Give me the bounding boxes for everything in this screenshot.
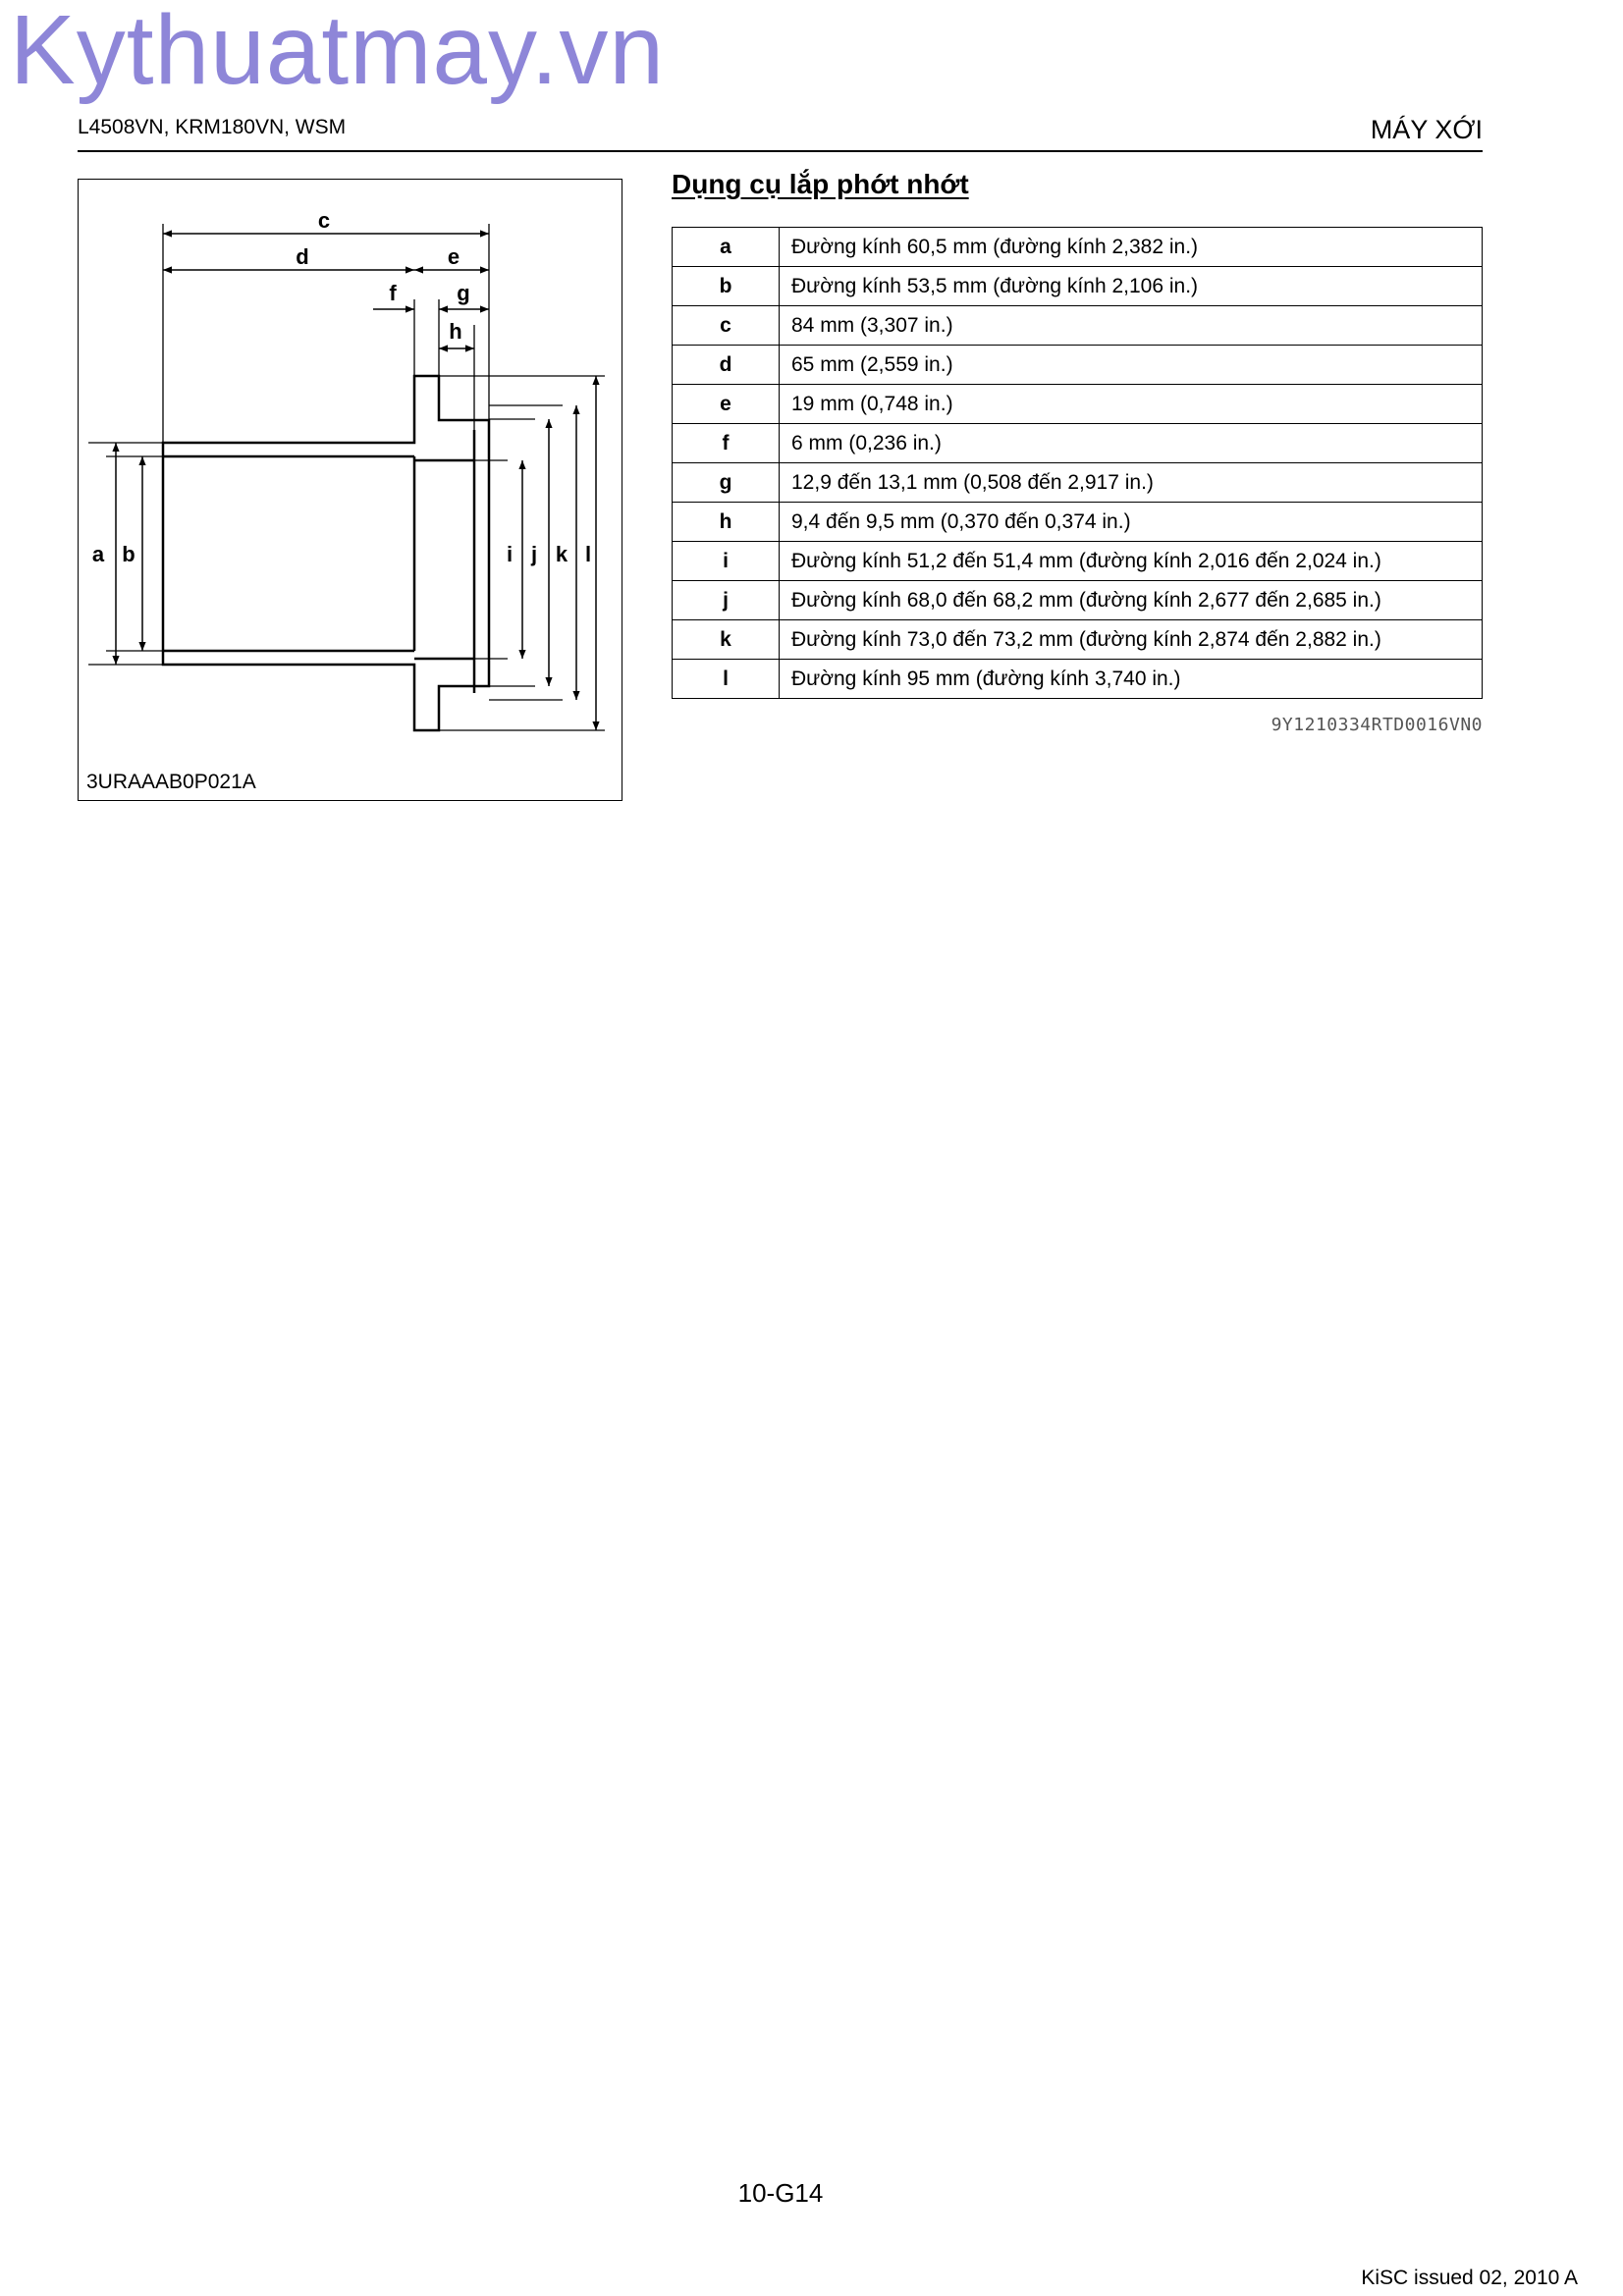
spec-value: 84 mm (3,307 in.) [780,306,1483,346]
spec-key: j [673,581,780,620]
table-row [673,306,1483,346]
table-row [673,463,1483,503]
spec-value: Đường kính 60,5 mm (đường kính 2,382 in.) [780,228,1483,267]
extension-lines [88,224,605,730]
spec-value: Đường kính 53,5 mm (đường kính 2,106 in.) [780,267,1483,306]
dim-label-d: d [296,244,309,269]
spec-key: c [673,306,780,346]
table-row [673,228,1483,267]
spec-key: h [673,503,780,542]
dimension-arrows [116,234,596,730]
spec-value: 65 mm (2,559 in.) [780,346,1483,385]
spec-value: Đường kính 68,0 đến 68,2 mm (đường kính 2,677 đến 2,685 in.) [780,581,1483,620]
table-row [673,385,1483,424]
tool-drawing-svg [79,180,623,802]
table-row [673,424,1483,463]
header-section: MÁY XỚI [1370,115,1483,144]
spec-value: Đường kính 51,2 đến 51,4 mm (đường kính 2,016 đến 2,024 in.) [780,542,1483,581]
table-row [673,267,1483,306]
spec-key: i [673,542,780,581]
footer-issue: KiSC issued 02, 2010 A [1361,2267,1578,2289]
dim-label-l: l [584,542,592,566]
table-row [673,503,1483,542]
spec-value: 9,4 đến 9,5 mm (0,370 đến 0,374 in.) [780,503,1483,542]
spec-key: g [673,463,780,503]
dim-label-e: e [447,244,460,269]
dim-label-b: b [122,542,135,566]
dim-label-j: j [530,542,538,566]
page-number: 10-G14 [737,2178,824,2208]
dim-label-g: g [457,281,470,305]
dim-label-f: f [389,281,397,305]
dim-label-i: i [506,542,514,566]
table-row [673,660,1483,699]
tool-outline [163,376,489,730]
spec-value: 19 mm (0,748 in.) [780,385,1483,424]
spec-table [672,227,1483,699]
spec-key: f [673,424,780,463]
dim-label-a: a [91,542,105,566]
header-models: L4508VN, KRM180VN, WSM [78,116,347,138]
table-row [673,346,1483,385]
spec-key: b [673,267,780,306]
watermark-logo: Kythuatmay.vn [10,0,666,105]
header-divider [78,150,1483,152]
table-row [673,542,1483,581]
dim-label-k: k [555,542,568,566]
spec-value: Đường kính 73,0 đến 73,2 mm (đường kính 2,874 đến 2,882 in.) [780,620,1483,660]
spec-key: e [673,385,780,424]
spec-key: a [673,228,780,267]
document-code: 9Y1210334RTD0016VN0 [1271,715,1483,735]
spec-value: 12,9 đến 13,1 mm (0,508 đến 2,917 in.) [780,463,1483,503]
table-row [673,581,1483,620]
table-row [673,620,1483,660]
dim-label-h: h [449,319,462,344]
spec-value: Đường kính 95 mm (đường kính 3,740 in.) [780,660,1483,699]
section-title: Dụng cụ lắp phớt nhớt [672,169,969,199]
tool-drawing [78,179,622,801]
spec-key: d [673,346,780,385]
figure-code: 3URAAAB0P021A [86,771,256,793]
spec-value: 6 mm (0,236 in.) [780,424,1483,463]
dim-label-c: c [317,208,331,233]
spec-key: l [673,660,780,699]
spec-key: k [673,620,780,660]
